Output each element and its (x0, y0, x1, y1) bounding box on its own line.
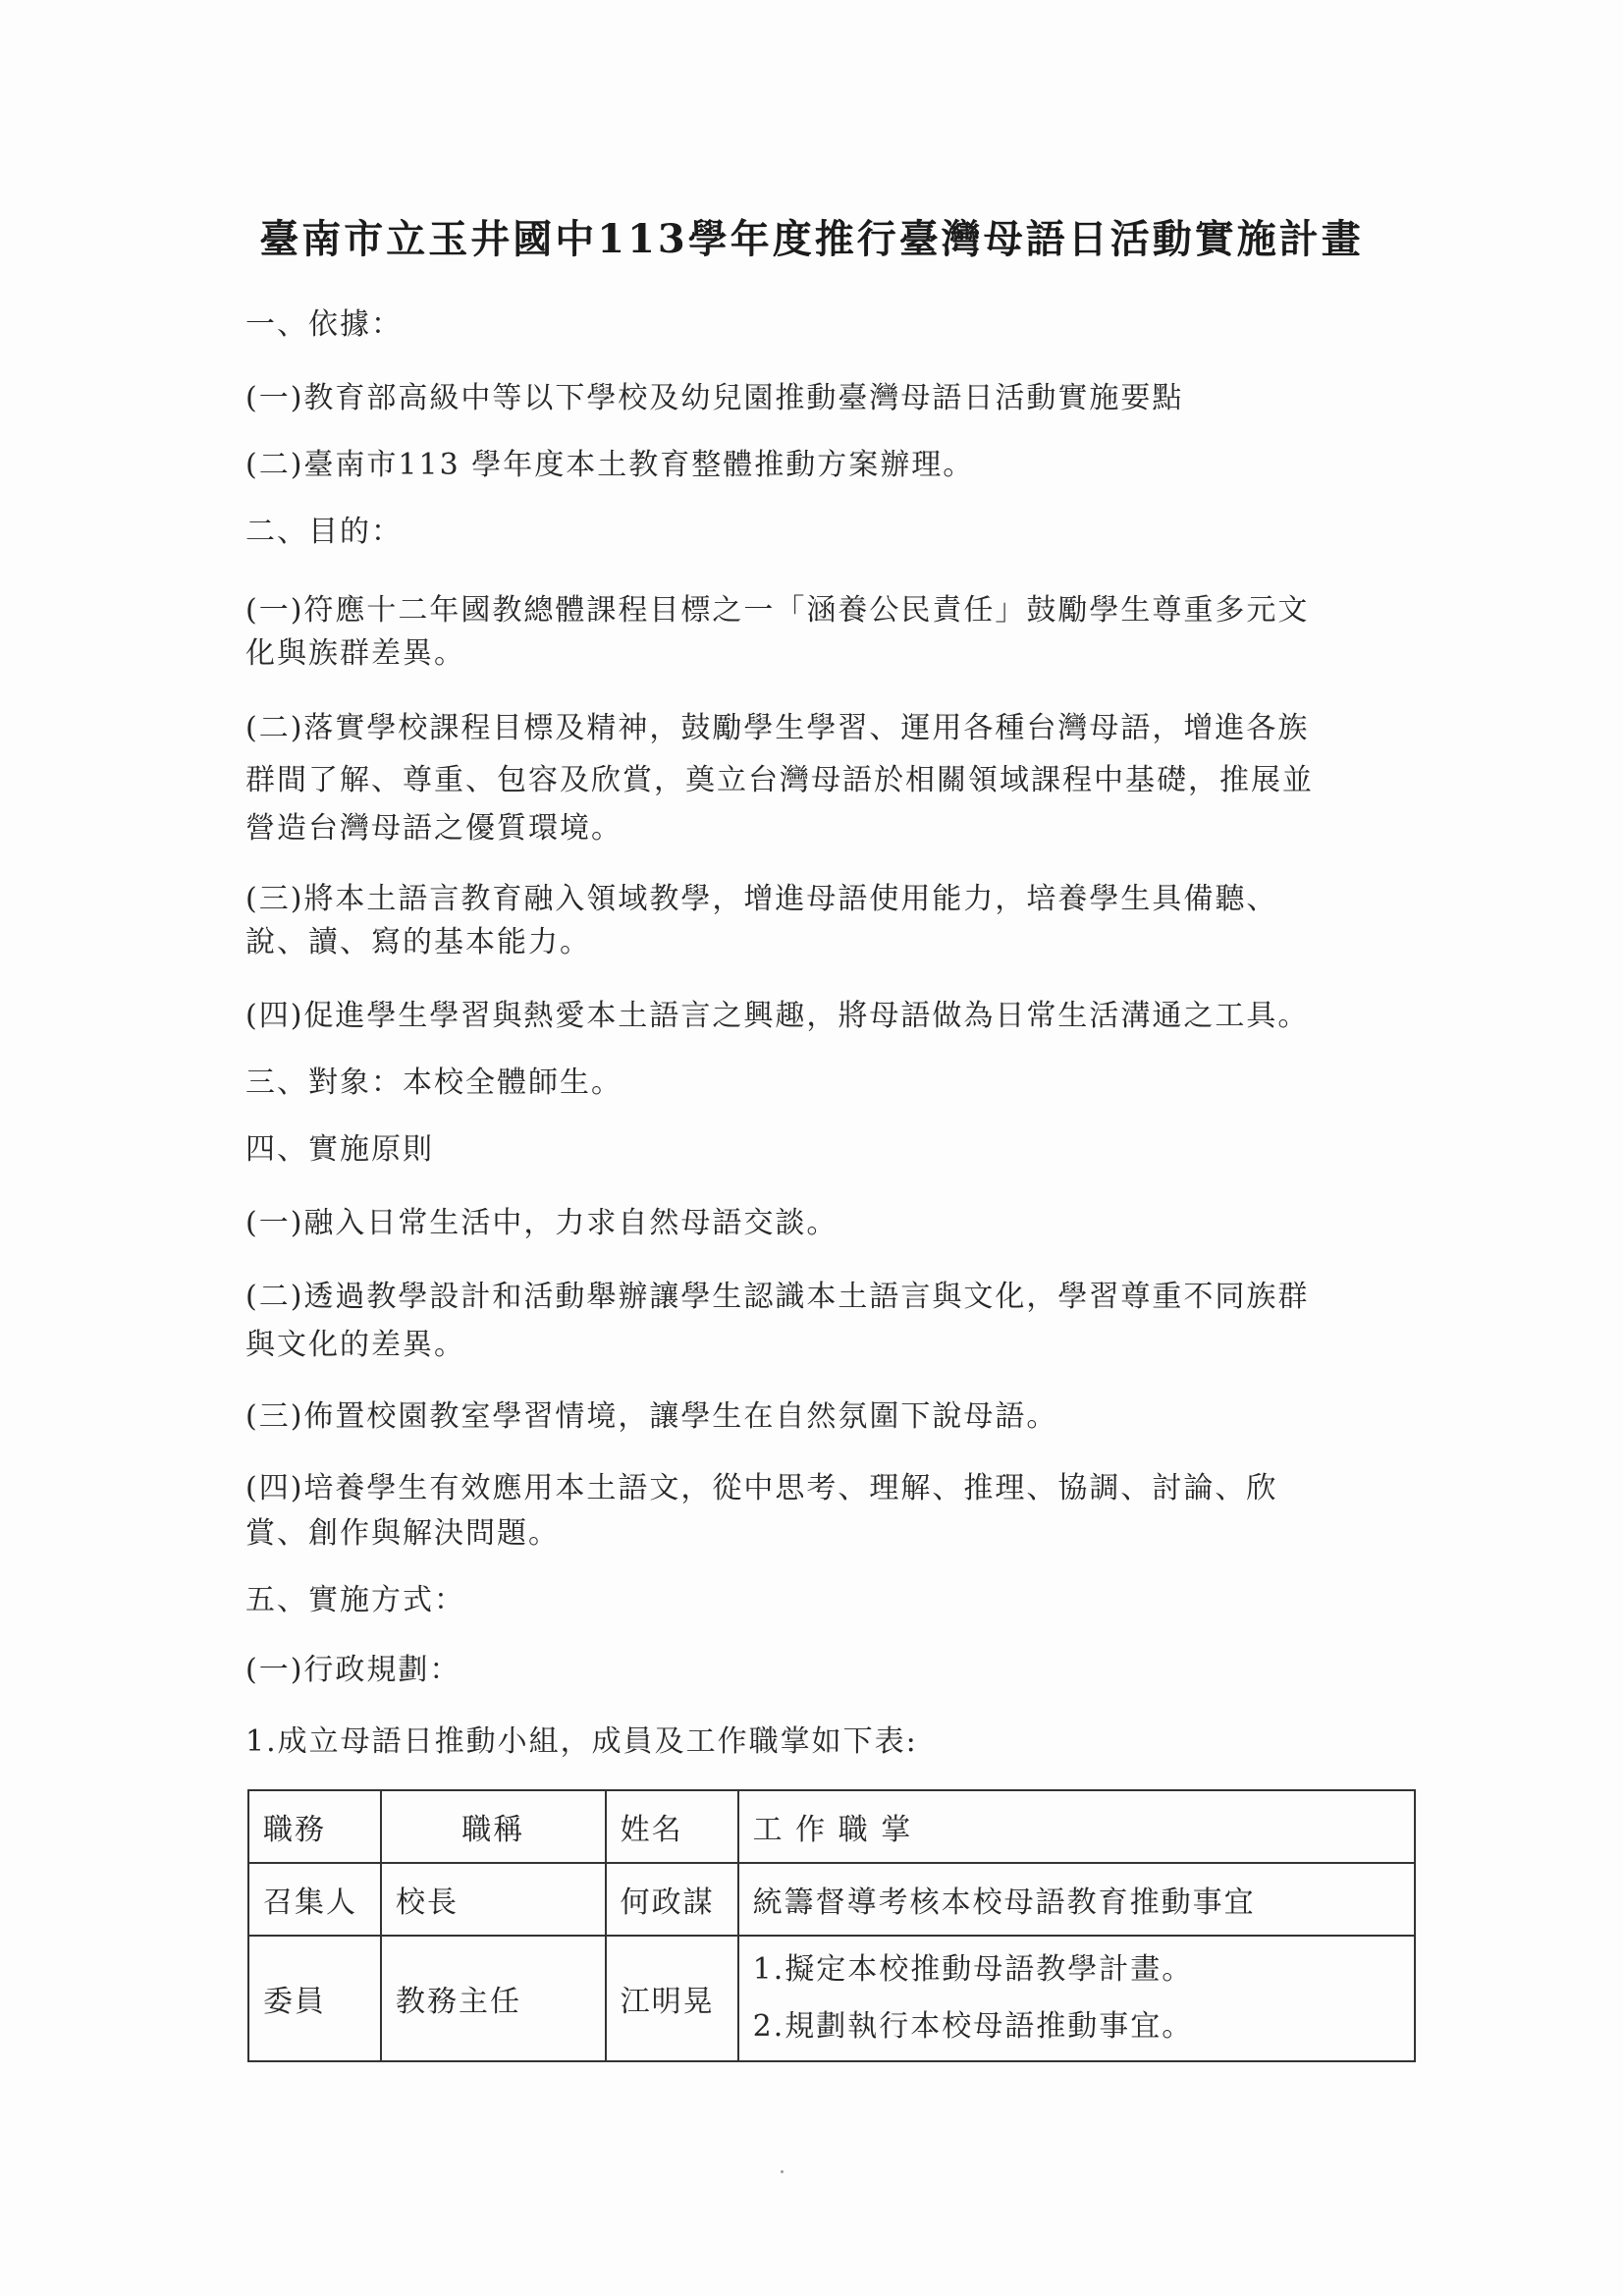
table-cell-role: 召集人 (248, 1863, 381, 1936)
table-cell-name: 何政謀 (606, 1863, 738, 1936)
section-item: (四)促進學生學習與熱愛本土語言之興趣，將母語做為日常生活溝通之工具。 (245, 999, 1310, 1033)
section-heading: 一、依據： (245, 307, 403, 342)
section-item: (四)培養學生有效應用本土語文，從中思考、理解、推理、協調、討論、欣 (245, 1471, 1278, 1505)
table-row (248, 1936, 1415, 2061)
section-item: 1.成立母語日推動小組，成員及工作職掌如下表: (245, 1724, 918, 1759)
section-item: (二)臺南市113 學年度本土教育整體推動方案辦理。 (245, 448, 975, 482)
section-heading: 三、對象：本校全體師生。 (245, 1066, 622, 1100)
staff-table (247, 1789, 1416, 2062)
section-heading: 二、目的： (245, 515, 403, 549)
table-header-row (248, 1790, 1415, 1863)
table-header-cell: 工 作 職 掌 (738, 1790, 1415, 1863)
section-item-continued: 化與族群差異。 (245, 636, 465, 671)
table-row (248, 1863, 1415, 1936)
document-title: 臺南市立玉井國中113學年度推行臺灣母語日活動實施計畫 (259, 216, 1364, 262)
section-item: (一)符應十二年國教總體課程目標之一「涵養公民責任」鼓勵學生尊重多元文 (245, 593, 1310, 628)
table-header-cell: 職務 (248, 1790, 381, 1863)
section-item-continued: 與文化的差異。 (245, 1328, 465, 1362)
section-heading: 五、實施方式： (245, 1583, 465, 1617)
table-cell-role: 委員 (248, 1936, 381, 2061)
section-item: (一)教育部高級中等以下學校及幼兒園推動臺灣母語日活動實施要點 (245, 381, 1184, 415)
table-header-cell: 姓名 (606, 1790, 738, 1863)
section-item-continued: 營造台灣母語之優質環境。 (245, 811, 622, 846)
section-item: (二)透過教學設計和活動舉辦讓學生認識本土語言與文化，學習尊重不同族群 (245, 1280, 1310, 1314)
section-item: (一)融入日常生活中，力求自然母語交談。 (245, 1206, 839, 1240)
section-item: (三)將本土語言教育融入領域教學，增進母語使用能力，培養學生具備聽、 (245, 882, 1278, 916)
duty-line: 統籌督導考核本校母語教育推動事宜 (752, 1886, 1256, 1920)
section-item: (一)行政規劃： (245, 1653, 461, 1687)
section-item-continued: 說、讀、寫的基本能力。 (245, 925, 591, 959)
table-cell-duties (738, 1936, 1415, 2061)
table-header-cell: 職稱 (381, 1790, 606, 1863)
section-item-continued: 賞、創作與解決問題。 (245, 1516, 560, 1551)
table-cell-position: 校長 (381, 1863, 606, 1936)
section-heading: 四、實施原則 (245, 1132, 434, 1167)
section-item-continued: 群間了解、尊重、包容及欣賞，奠立台灣母語於相關領域課程中基礎，推展並 (245, 763, 1314, 797)
table-cell-name: 江明晃 (606, 1936, 738, 2061)
duty-line: 2.規劃執行本校母語推動事宜。 (752, 2009, 1194, 2044)
scan-speck (781, 2170, 784, 2173)
table-cell-position: 教務主任 (381, 1936, 606, 2061)
section-item: (三)佈置校園教室學習情境，讓學生在自然氛圍下說母語。 (245, 1399, 1058, 1434)
section-item: (二)落實學校課程目標及精神，鼓勵學生學習、運用各種台灣母語，增進各族 (245, 711, 1310, 745)
duty-line: 1.擬定本校推動母語教學計畫。 (752, 1952, 1194, 1987)
table-cell-duties (738, 1863, 1415, 1936)
